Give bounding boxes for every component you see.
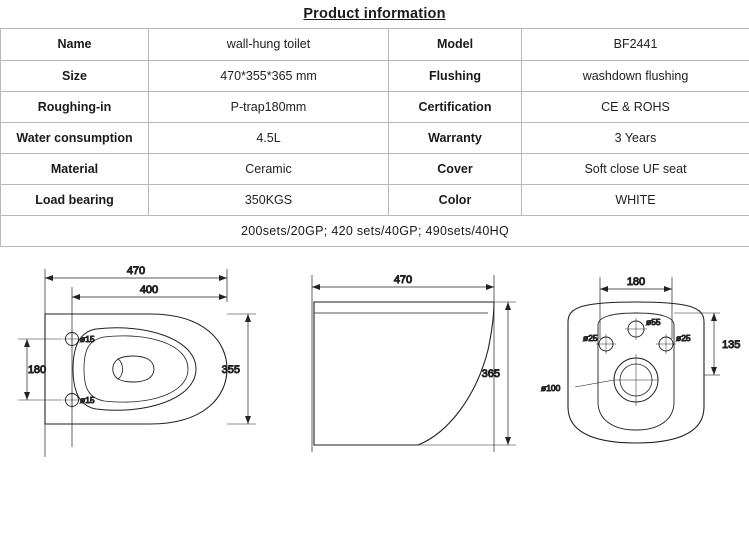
- dim-135-back: 135: [722, 338, 741, 351]
- spec-table-body: [1, 29, 749, 246]
- drawings-svg: [0, 247, 749, 515]
- spec-value: 470*355*365 mm: [149, 60, 389, 91]
- spec-label: Cover: [389, 153, 522, 184]
- spec-value: washdown flushing: [522, 60, 749, 91]
- spec-label: Warranty: [389, 122, 522, 153]
- page-title-row: [0, 0, 749, 29]
- specification-table: [0, 29, 749, 247]
- spec-label: Size: [1, 60, 149, 91]
- spec-value: CE & ROHS: [522, 91, 749, 122]
- table-row: [1, 184, 749, 215]
- hole-label-right: ø25: [676, 332, 691, 343]
- table-row: [1, 29, 749, 60]
- hole-label-lower: ø15: [80, 394, 95, 405]
- spec-label: Certification: [389, 91, 522, 122]
- spec-label: Flushing: [389, 60, 522, 91]
- spec-value: WHITE: [522, 184, 749, 215]
- back-view-drawing: [541, 276, 740, 443]
- spec-label: Material: [1, 153, 149, 184]
- table-row: [1, 60, 749, 91]
- dim-180-back: 180: [626, 275, 646, 288]
- side-view-drawing: [312, 274, 516, 452]
- packing-info: 200sets/20GP; 420 sets/40GP; 490sets/40HQ: [1, 215, 749, 246]
- spec-value: BF2441: [522, 29, 749, 60]
- hole-label-upper: ø15: [80, 333, 95, 344]
- spec-value: 350KGS: [149, 184, 389, 215]
- technical-drawings: [0, 247, 749, 515]
- spec-label: Roughing-in: [1, 91, 149, 122]
- hole-label-left: ø25: [583, 332, 598, 343]
- spec-label: Model: [389, 29, 522, 60]
- table-row: [1, 153, 749, 184]
- table-row-packing: [1, 215, 749, 246]
- hole-label-center: ø55: [646, 316, 661, 327]
- spec-value: P-trap180mm: [149, 91, 389, 122]
- dim-365-side: 365: [481, 367, 500, 380]
- table-row: [1, 122, 749, 153]
- spec-value: wall-hung toilet: [149, 29, 389, 60]
- table-row: [1, 91, 749, 122]
- dim-470-top: 470: [126, 264, 146, 277]
- top-view-drawing: [18, 265, 256, 457]
- dim-400-top: 400: [139, 283, 159, 296]
- spec-label: Load bearing: [1, 184, 149, 215]
- dim-180-top: 180: [27, 363, 47, 376]
- outlet-label: ø100: [541, 382, 561, 393]
- spec-label: Color: [389, 184, 522, 215]
- spec-label: Name: [1, 29, 149, 60]
- dim-470-side: 470: [393, 273, 413, 286]
- dim-355-top: 355: [221, 363, 240, 376]
- spec-label: Water consumption: [1, 122, 149, 153]
- spec-value: Ceramic: [149, 153, 389, 184]
- spec-value: Soft close UF seat: [522, 153, 749, 184]
- spec-value: 3 Years: [522, 122, 749, 153]
- page-title: Product information: [303, 6, 446, 22]
- spec-value: 4.5L: [149, 122, 389, 153]
